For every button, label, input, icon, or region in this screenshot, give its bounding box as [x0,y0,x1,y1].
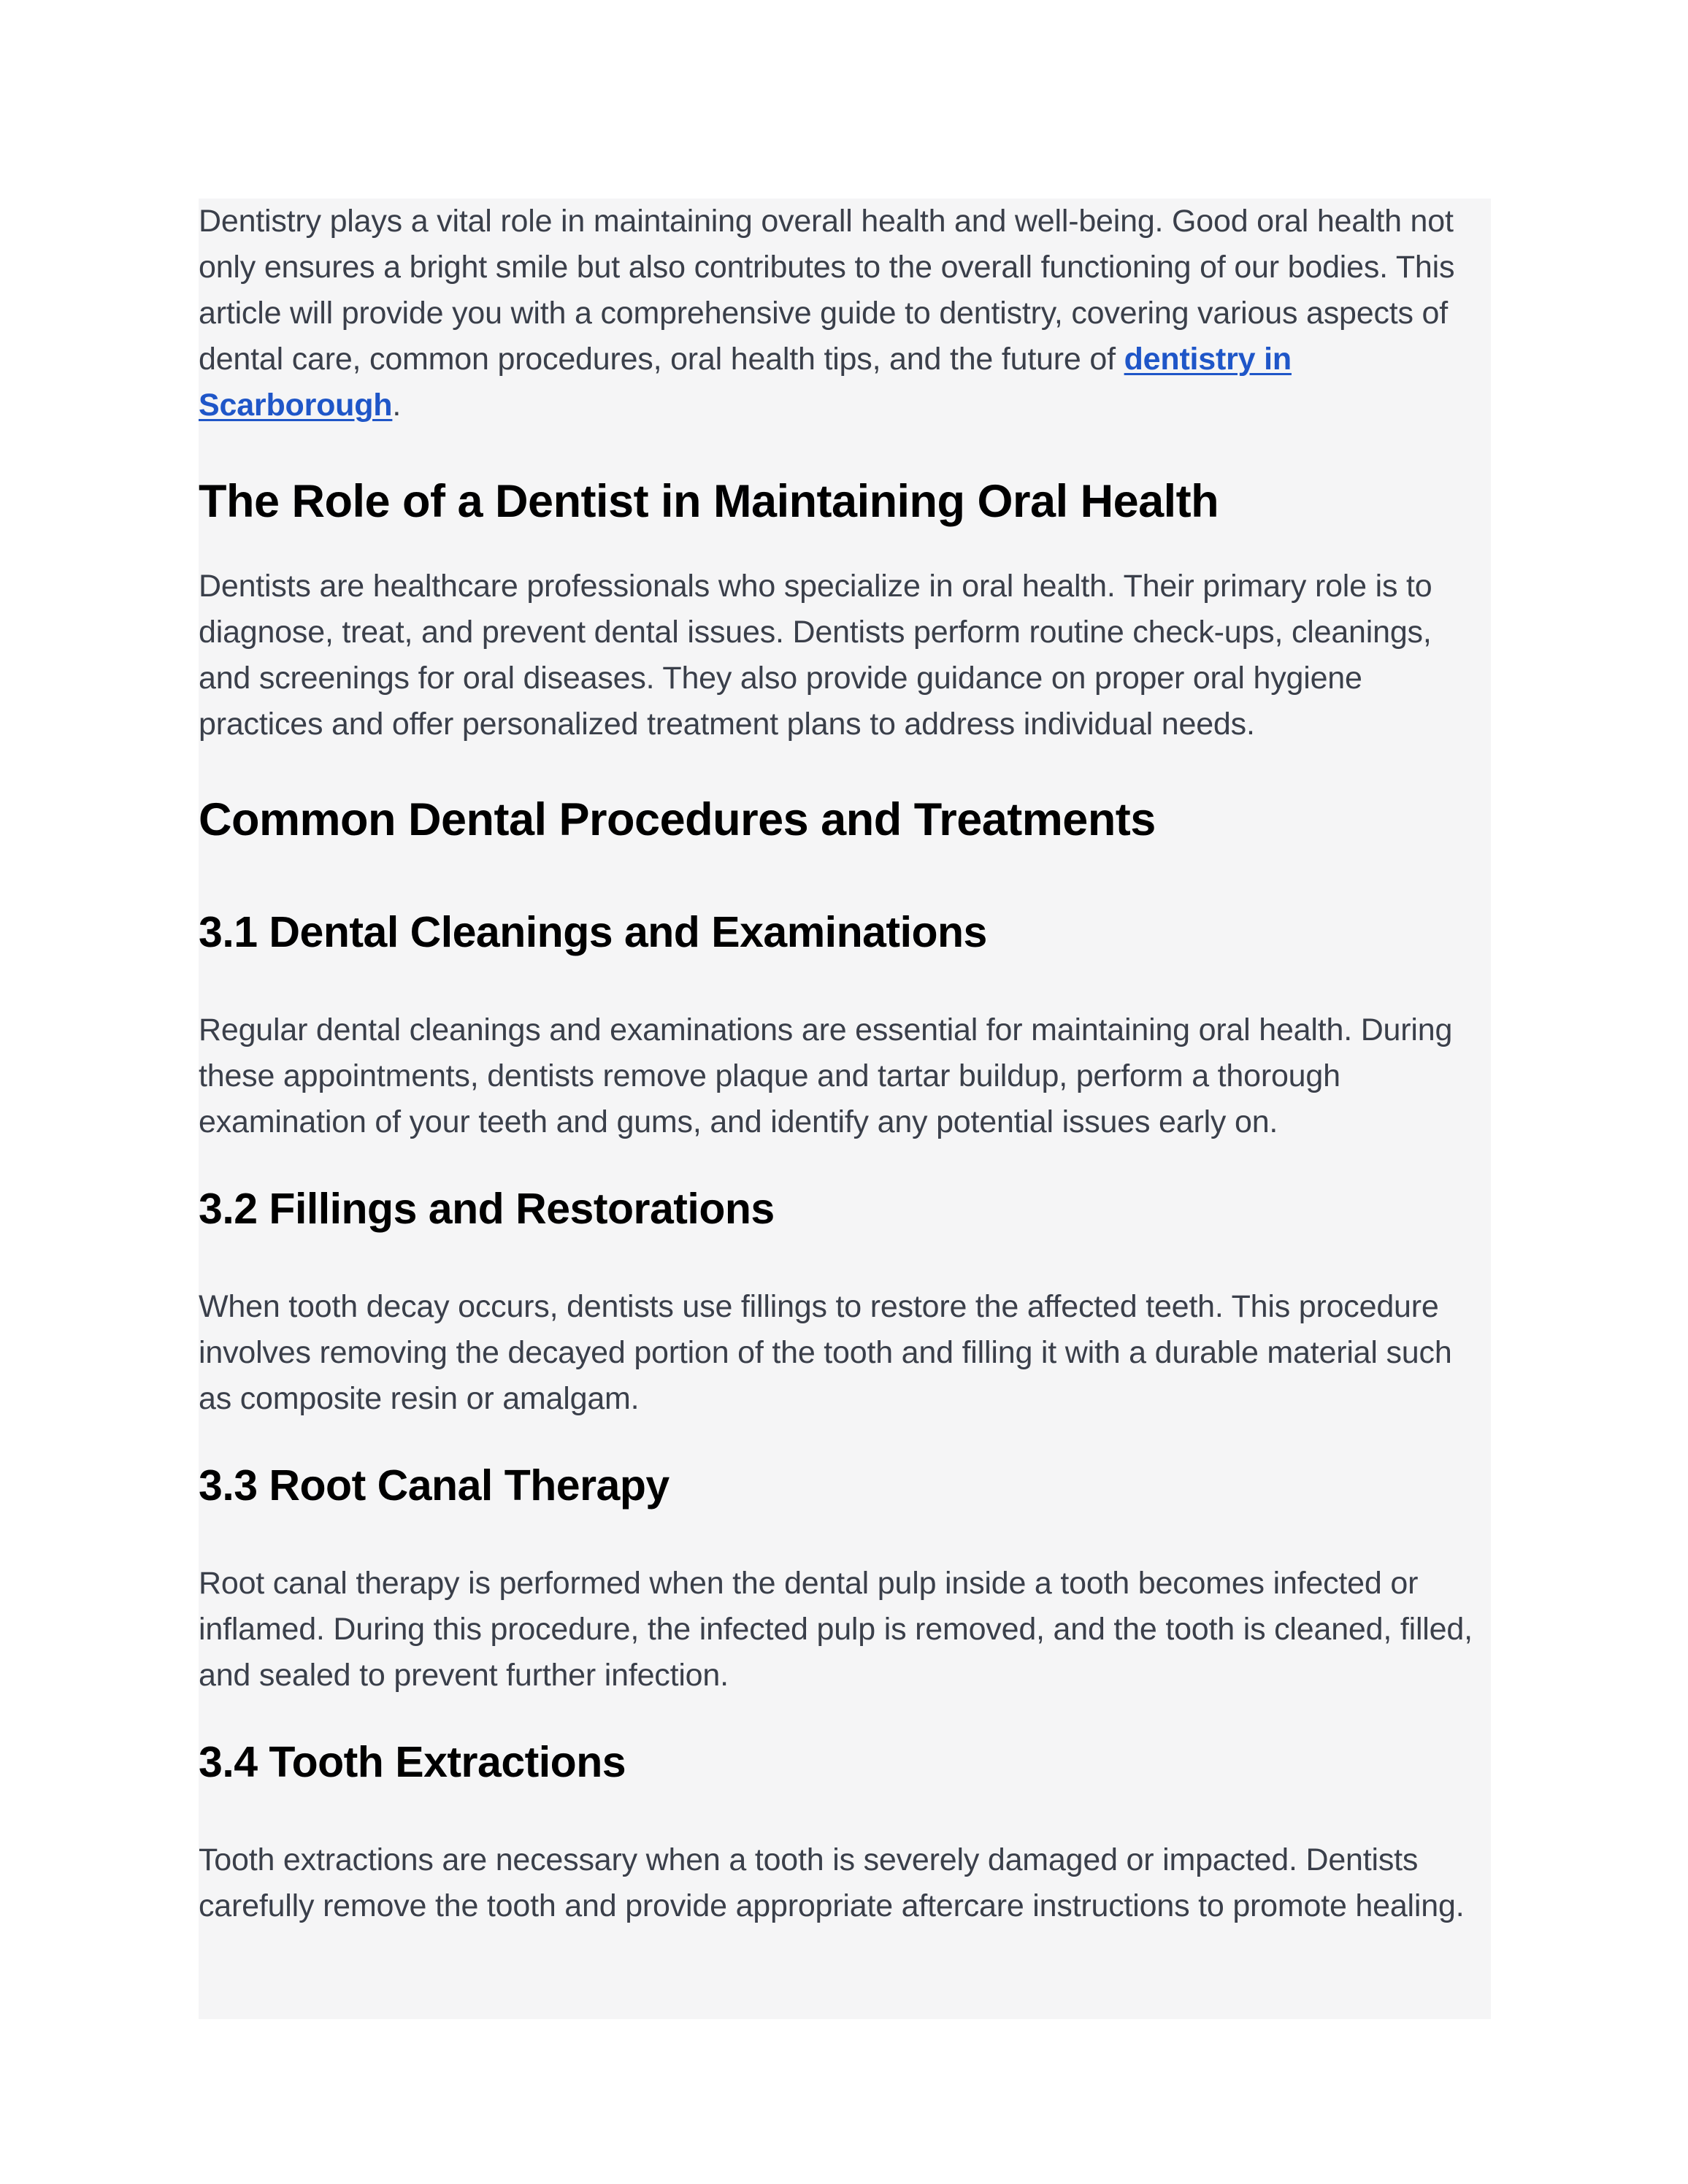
fillings-paragraph: When tooth decay occurs, dentists use fillings to restore the affected teeth. This procedure involves removing the decayed portion of the tooth and filling it with a durable material such as composite resin or amalgam. [199,1289,1452,1416]
root-canal-paragraph: Root canal therapy is performed when the dental pulp inside a tooth becomes infected or inflamed. During this procedure, the infected pulp is removed, and the tooth is cleaned, filled, and sealed to prevent further infection. [199,1566,1473,1693]
intro-text: Dentistry plays a vital role in maintaining overall health and well-being. Good oral health not only ensures a bright smile but also contributes to the overall functioning of our bodies. This article will provide you with a comprehensive guide to dentistry, covering various aspects of dental care, common procedures, oral health tips, and the future of [199,204,1455,377]
intro-paragraph [199,199,1491,428]
role-paragraph: Dentists are healthcare professionals who specialize in oral health. Their primary role is to diagnose, treat, and prevent dental issues. Dentists perform routine check-ups, cleanings, and screenings for oral diseases. They also provide guidance on proper oral hygiene practices and offer personalized treatment plans to address individual needs. [199,569,1432,742]
intro-text-end: . [392,388,402,423]
extractions-paragraph: Tooth extractions are necessary when a tooth is severely damaged or impacted. Dentists carefully remove the tooth and provide appropriate aftercare instructions to promote healing. [199,1842,1465,1923]
heading-fillings: 3.2 Fillings and Restorations [199,1185,775,1233]
heading-role-of-dentist: The Role of a Dentist in Maintaining Oral Health [199,476,1219,527]
cleanings-paragraph: Regular dental cleanings and examinations are essential for maintaining oral health. During these appointments, dentists remove plaque and tartar buildup, perform a thorough examination of your teeth and gums, and identify any potential issues early on. [199,1012,1453,1139]
heading-root-canal: 3.3 Root Canal Therapy [199,1461,670,1510]
article-content [199,199,1491,2019]
heading-dental-cleanings: 3.1 Dental Cleanings and Examinations [199,908,987,956]
heading-tooth-extractions: 3.4 Tooth Extractions [199,1738,626,1786]
heading-common-procedures: Common Dental Procedures and Treatments [199,794,1156,845]
dentistry-scarborough-link[interactable]: dentistry in Scarborough [199,342,1292,423]
